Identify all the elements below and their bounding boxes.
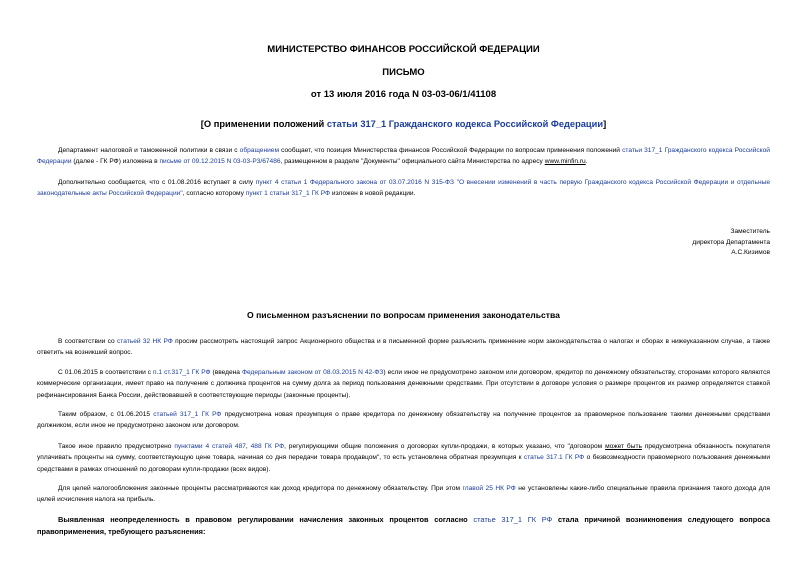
signature-department: директора Департамента bbox=[692, 238, 770, 246]
p4-link-law[interactable]: Федеральным законом от 08.03.2015 N 42-ФЗ bbox=[241, 369, 384, 376]
p1-text: (далее - ГК РФ) изложена в bbox=[71, 158, 160, 166]
p4-text: ) если иное не предусмотрено законом или договором, кредитор по денежному обязательству, сторонами которого являются коммерческие организации, имеет право на получение с должника процентов на сумму долга за период пользования денежными средствами. При отсутствии в договоре условия о размере процентов их размер определяется ставкой рефинансирования Банка России, действовавшей в соответствующие периоды (законные проценты). bbox=[37, 369, 770, 399]
p7-text: не установлены какие-либо специальные правила признания такого дохода для целей исчисления налога на прибыль. bbox=[37, 485, 770, 504]
paragraph-7 bbox=[37, 483, 770, 506]
signature-block bbox=[692, 227, 770, 259]
p5-text: Таким образом, с 01.06.2015 bbox=[58, 411, 154, 418]
p8-link-article[interactable]: статье 317_1 ГК РФ bbox=[473, 515, 553, 524]
p6-link-article-487[interactable]: пунктами 4 статей 487 bbox=[174, 443, 246, 450]
p3-text: просим рассмотреть настоящий запрос Акционерного общества и в письменной форме разъяснить применение норм законодательства о налогах и сборах в нижеуказанном случае, а также ответить на возникший вопрос. bbox=[37, 338, 771, 357]
p5-link-article[interactable]: статьей 317_1 ГК РФ bbox=[153, 411, 222, 418]
paragraph-8 bbox=[37, 514, 770, 538]
letter-title-open: [О применении положений bbox=[200, 119, 327, 129]
p6-link-article-488[interactable]: 488 ГК РФ bbox=[250, 443, 285, 450]
p1-link-letter[interactable]: письме от 09.12.2015 N 03-03-Р3/67486 bbox=[159, 158, 281, 166]
p1-text: . bbox=[585, 158, 588, 166]
p4-link-article[interactable]: п.1 ст.317_1 ГК РФ bbox=[153, 369, 211, 376]
p7-text: Для целей налогообложения законные проценты рассматриваются как доход кредитора по денежному обязательству. При этом bbox=[58, 485, 463, 492]
p2-link-law[interactable]: пункт 4 статьи 1 Федерального закона от 03.07.2016 N 315-ФЗ "О внесении изменений в часть первую Гражданского кодекса Российской Федерации и отдельные законодательные акты Российской Федерации" bbox=[37, 179, 770, 198]
p6-link-article-317[interactable]: статье 317.1 ГК РФ bbox=[523, 454, 585, 462]
p1-text: сообщает, что позиция Министерства финансов Российской Федерации по вопросам применения положений bbox=[279, 147, 623, 154]
p1-link-appeal[interactable]: обращением bbox=[239, 147, 279, 154]
p7-link-chapter[interactable]: главой 25 НК РФ bbox=[462, 485, 516, 492]
ministry-heading: МИНИСТЕРСТВО ФИНАНСОВ РОССИЙСКОЙ ФЕДЕРАЦИИ bbox=[267, 44, 540, 55]
letter-title-close: ] bbox=[603, 119, 607, 129]
p2-link-article[interactable]: пункт 1 статьи 317_1 ГК РФ bbox=[245, 190, 331, 198]
paragraph-4 bbox=[37, 367, 770, 401]
p2-text: , согласно которому bbox=[182, 190, 246, 198]
p1-text: Департамент налоговой и таможенной политики в связи с bbox=[58, 147, 240, 154]
p3-link-article[interactable]: статьей 32 НК РФ bbox=[117, 338, 173, 345]
p5-text: предусмотрена новая презумпция о праве кредитора по денежному обязательству на получение процентов за правомерное пользование такими денежными средствами должником, если иное не предусмотрено законом или договором. bbox=[37, 411, 770, 430]
p1-link-article[interactable]: статьи 317_1 Гражданского кодекса Российской Федерации bbox=[37, 147, 770, 166]
p6-text: , bbox=[245, 443, 251, 450]
p2-text: изложен в новой редакции. bbox=[330, 190, 416, 198]
p2-text: Дополнительно сообщается, что с 01.08.2016 вступает в силу bbox=[58, 179, 256, 186]
p6-text: , регулирующими общие положения о договорах купли-продажи, в которых указано, что "договором bbox=[284, 443, 606, 450]
p8-text: стала причиной возникновения следующего вопроса правоприменения, требующего разъяснения: bbox=[37, 515, 770, 537]
letter-title bbox=[0, 119, 807, 129]
paragraph-3 bbox=[37, 336, 770, 359]
paragraph-2 bbox=[37, 177, 770, 200]
signature-name: А.С.Кизимов bbox=[731, 249, 770, 256]
p6-text: предусмотрена обязанность покупателя уплачивать проценты на сумму, соответствующую цене товара, начиная со дня передачи товара продавцом", то есть установлена обратная презумпция к bbox=[37, 443, 770, 462]
p1-text: , размещенном в разделе "Документы" официального сайта Министерства по адресу bbox=[280, 158, 545, 166]
p6-text: Такое иное правило предусмотрено bbox=[58, 443, 175, 450]
letter-title-link[interactable]: статьи 317_1 Гражданского кодекса Российской Федерации bbox=[326, 119, 604, 129]
paragraph-6 bbox=[37, 441, 770, 475]
p1-link-site[interactable]: www.minfin.ru bbox=[544, 158, 586, 166]
paragraph-5 bbox=[37, 409, 770, 432]
p6-text: о безвозмездности правомерного пользования денежными средствами в рамках отношений по договорам купли-продажи (всех видов). bbox=[37, 454, 770, 473]
section-title: О письменном разъяснении по вопросам применения законодательства bbox=[247, 310, 560, 320]
p4-text: (введена bbox=[210, 369, 242, 376]
p6-underlined-phrase: может быть bbox=[605, 443, 642, 450]
doc-date-number: от 13 июля 2016 года N 03-03-06/1/41108 bbox=[310, 89, 497, 100]
p3-text: В соответствии со bbox=[58, 338, 117, 345]
paragraph-1 bbox=[37, 145, 770, 168]
p8-text: Выявленная неопределенность в правовом регулировании начисления законных процентов согласно bbox=[58, 515, 474, 524]
p4-text: С 01.06.2015 в соответствии с bbox=[58, 369, 154, 376]
doc-type-heading: ПИСЬМО bbox=[382, 67, 425, 78]
signature-position: Заместитель bbox=[730, 228, 770, 235]
